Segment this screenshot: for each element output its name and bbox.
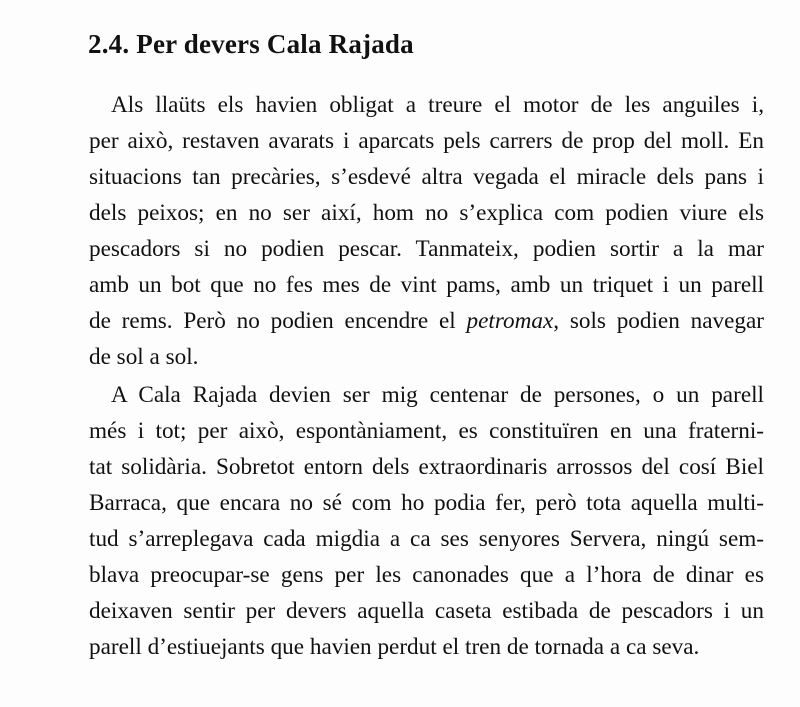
- text-line: dels peixos; en no ser així, hom no s’explica com podien viure els: [89, 200, 764, 226]
- text-line: amb un bot que no fes mes de vint pams, amb un triquet i un parell: [89, 272, 764, 298]
- italic-term: petromax: [466, 308, 554, 334]
- text-line: per això, restaven avarats i aparcats pels carrers de prop del moll. En: [89, 128, 764, 154]
- text-line: més i tot; per això, espontàniament, es constituïren en una fraterni-: [89, 418, 764, 444]
- text-line: deixaven sentir per devers aquella caseta estibada de pescadors i un: [89, 598, 764, 624]
- text-line: pescadors si no podien pescar. Tanmateix, podien sortir a la mar: [89, 236, 764, 262]
- text-line: A Cala Rajada devien ser mig centenar de persones, o un parell: [111, 382, 764, 408]
- paragraph-2: [89, 377, 764, 665]
- paragraph-1: [89, 87, 764, 375]
- text-line: Als llaüts els havien obligat a treure el motor de les anguiles i,: [111, 92, 764, 118]
- text-line: Barraca, que encara no sé com ho podia fer, però tota aquella multi-: [89, 490, 764, 516]
- text-segment: , sols podien navegar: [553, 308, 764, 334]
- text-segment: de rems. Però no podien encendre el: [89, 308, 467, 334]
- text-line: tud s’arreplegava cada migdia a ca ses senyores Servera, ningú sem-: [89, 526, 764, 552]
- text-line: de sol a sol.: [89, 344, 199, 370]
- section-heading: 2.4. Per devers Cala Rajada: [88, 29, 414, 59]
- text-line: situacions tan precàries, s’esdevé altra vegada el miracle dels pans i: [89, 164, 764, 190]
- text-line: tat solidària. Sobretot entorn dels extraordinaris arrossos del cosí Biel: [89, 454, 764, 480]
- text-line: blava preocupar-se gens per les canonades que a l’hora de dinar es: [89, 562, 764, 588]
- text-line-with-italic: [89, 303, 764, 339]
- body-text: [89, 87, 764, 665]
- text-line: parell d’estiuejants que havien perdut el tren de tornada a ca seva.: [89, 634, 700, 660]
